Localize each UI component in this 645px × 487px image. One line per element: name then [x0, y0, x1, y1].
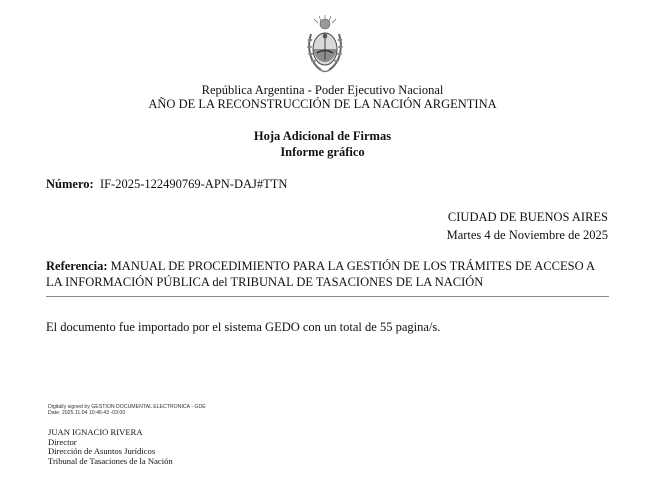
- reference-label: Referencia:: [46, 259, 108, 273]
- divider: [46, 296, 609, 297]
- document-number: [46, 176, 287, 192]
- digital-signature-date: Date: 2025.11.04 10:46:43 -03:00: [48, 410, 126, 416]
- reference: [46, 258, 611, 290]
- coat-of-arms-icon: [305, 14, 345, 76]
- city: CIUDAD DE BUENOS AIRES: [447, 210, 608, 224]
- digital-signature-stamp: [48, 404, 206, 416]
- document-number-value: IF-2025-122490769-APN-DAJ#TTN: [99, 177, 288, 191]
- header-issuer: República Argentina - Poder Ejecutivo Nacional: [201, 83, 444, 97]
- signer-office: Dirección de Asuntos Jurídicos: [48, 446, 156, 457]
- signer-organization: Tribunal de Tasaciones de la Nación: [48, 455, 173, 466]
- document-number-label: Número:: [46, 177, 94, 191]
- place-date-block: [300, 208, 608, 244]
- signer-name: JUAN IGNACIO RIVERA: [48, 427, 143, 437]
- body-text: El documento fue importado por el sistema GEDO con un total de 55 pagina/s.: [46, 320, 441, 334]
- signer-block: [48, 428, 173, 466]
- document-type-title: Hoja Adicional de Firmas: [253, 129, 392, 143]
- date: Martes 4 de Noviembre de 2025: [446, 228, 608, 242]
- digital-signature-signer: Digitally signed by GESTION DOCUMENTAL ELECTRONICA - GDE: [48, 404, 206, 410]
- document-subtitle: Informe gráfico: [280, 145, 365, 159]
- signer-role: Director: [48, 436, 77, 447]
- header-year-motto: AÑO DE LA RECONSTRUCCIÓN DE LA NACIÓN ARGENTINA: [148, 97, 497, 111]
- reference-text: MANUAL DE PROCEDIMIENTO PARA LA GESTIÓN DE LOS TRÁMITES DE ACCESO A LA INFORMACIÓN PÚBLICA del TRIBUNAL DE TASACIONES DE LA NACIÓN: [46, 259, 595, 289]
